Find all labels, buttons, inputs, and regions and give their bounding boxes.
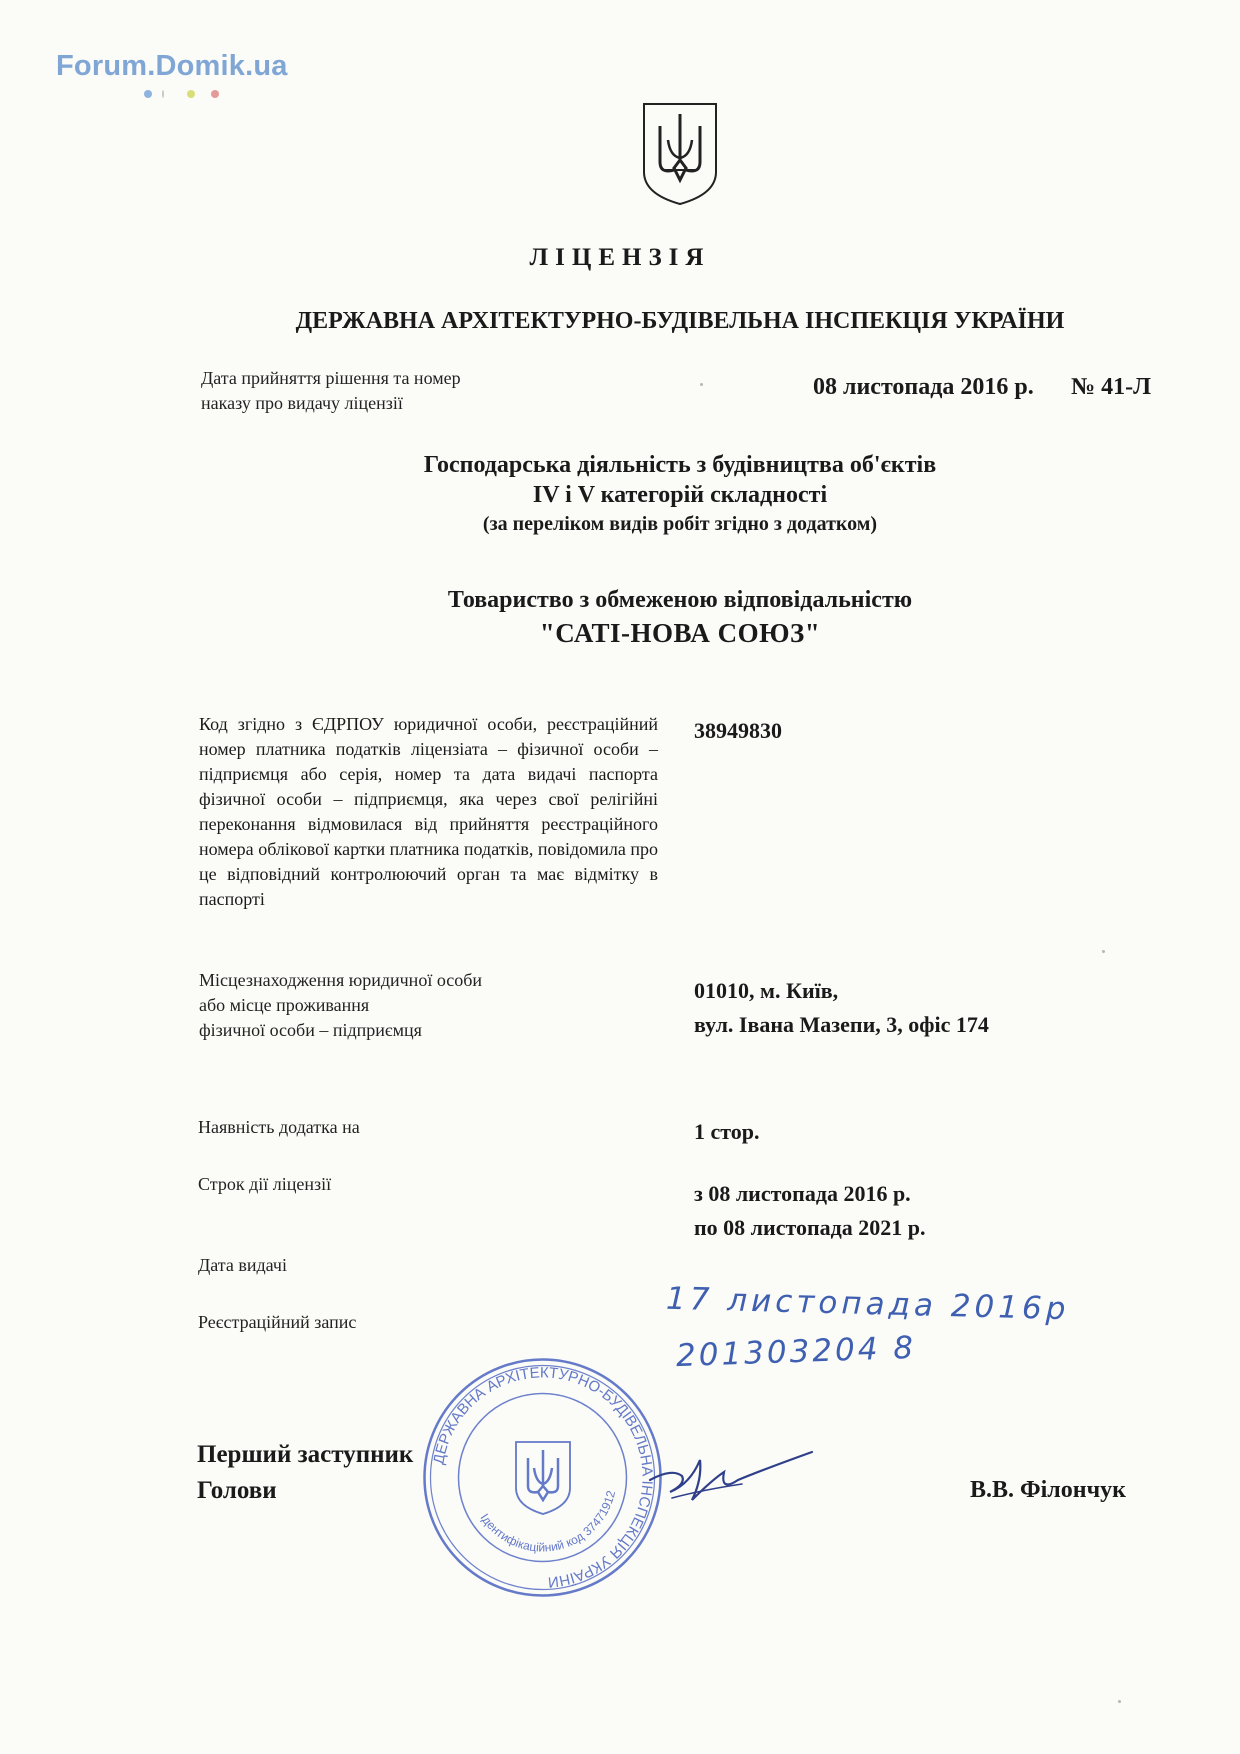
scan-speck <box>1118 1700 1121 1703</box>
registration-record-label: Реєстраційний запис <box>198 1312 357 1332</box>
activity-line: Господарська діяльність з будівництва об'єктів <box>423 452 937 478</box>
location-label <box>199 968 482 1043</box>
decision-label-line: наказу про видачу ліцензії <box>201 393 403 413</box>
signer-name: В.В. Філончук <box>970 1477 1126 1503</box>
decision-label-line: Дата прийняття рішення та номер <box>201 368 461 388</box>
watermark-logo: Forum.Domik.ua <box>56 50 288 82</box>
activity-line: IV і V категорій складності <box>532 482 828 508</box>
company-legal-form: Товариство з обмеженою відповідальністю <box>447 587 913 613</box>
location-value-line: вул. Івана Мазепи, 3, офіс 174 <box>694 1012 989 1037</box>
registration-code-value: 38949830 <box>694 718 782 743</box>
registration-record-handwritten: 201303204 8 <box>675 1329 917 1375</box>
registration-code-label: Код згідно з ЄДРПОУ юридичної особи, реєстраційний номер платника податків ліцензіата – фізичної особи – підприємця або серія, номер та дата видачі паспорта фізичної особи – підприємця, яка через свої релігійні переконання відмовилася від прийняття реєстраційного номера облікової картки платника податків, повідомила про це відповідний контролюючий орган та має відмітку в паспорті <box>199 714 658 909</box>
decision-label <box>201 366 461 416</box>
official-stamp <box>420 1355 665 1600</box>
validity-from: з 08 листопада 2016 р. <box>694 1181 911 1206</box>
scan-speck <box>1102 950 1105 953</box>
stamp-trident-icon <box>516 1442 570 1514</box>
handwritten-signature <box>642 1440 817 1515</box>
watermark-dot <box>211 90 219 98</box>
watermark-dot <box>144 90 152 98</box>
location-value <box>694 974 989 1042</box>
appendix-label: Наявність додатка на <box>198 1117 360 1137</box>
company-name: "САТІ-НОВА СОЮЗ" <box>539 618 821 648</box>
issue-date-label: Дата видачі <box>198 1255 287 1275</box>
activity-description <box>0 450 1240 538</box>
document-title: ЛІЦЕНЗІЯ <box>529 244 711 271</box>
signer-position-line: Голови <box>197 1477 277 1504</box>
issue-date-handwritten: 17 листопада 2016р <box>665 1280 1070 1328</box>
stamp-outer-text: ДЕРЖАВНА АРХІТЕКТУРНО-БУДІВЕЛЬНА ІНСПЕКЦІЯ УКРАЇНИ <box>430 1364 656 1591</box>
activity-note: (за переліком видів робіт згідно з додатком) <box>482 513 878 535</box>
location-value-line: 01010, м. Київ, <box>694 978 839 1003</box>
appendix-value: 1 стор. <box>694 1119 760 1144</box>
location-label-line: Місцезнаходження юридичної особи <box>199 970 483 990</box>
watermark-dot <box>187 90 195 98</box>
issuing-authority: ДЕРЖАВНА АРХІТЕКТУРНО-БУДІВЕЛЬНА ІНСПЕКЦІЯ УКРАЇНИ <box>295 308 1065 334</box>
stamp-inner-text: Ідентифікаційний код 37471912 <box>477 1489 619 1555</box>
validity-to: по 08 листопада 2021 р. <box>694 1215 926 1240</box>
scan-speck <box>700 383 703 386</box>
licensee-company <box>0 584 1240 650</box>
location-label-line: фізичної особи – підприємця <box>199 1020 422 1040</box>
watermark-dots <box>144 90 244 100</box>
validity-value <box>694 1177 926 1245</box>
decision-number: № 41-Л <box>1071 374 1151 400</box>
signer-position <box>197 1437 413 1509</box>
watermark-dot <box>162 90 164 98</box>
trident-coat-of-arms-icon <box>640 100 720 208</box>
location-label-line: або місце проживання <box>199 995 370 1015</box>
signer-position-line: Перший заступник <box>197 1441 414 1468</box>
validity-label: Строк дії ліцензії <box>198 1174 332 1194</box>
decision-date: 08 листопада 2016 р. <box>813 374 1034 400</box>
